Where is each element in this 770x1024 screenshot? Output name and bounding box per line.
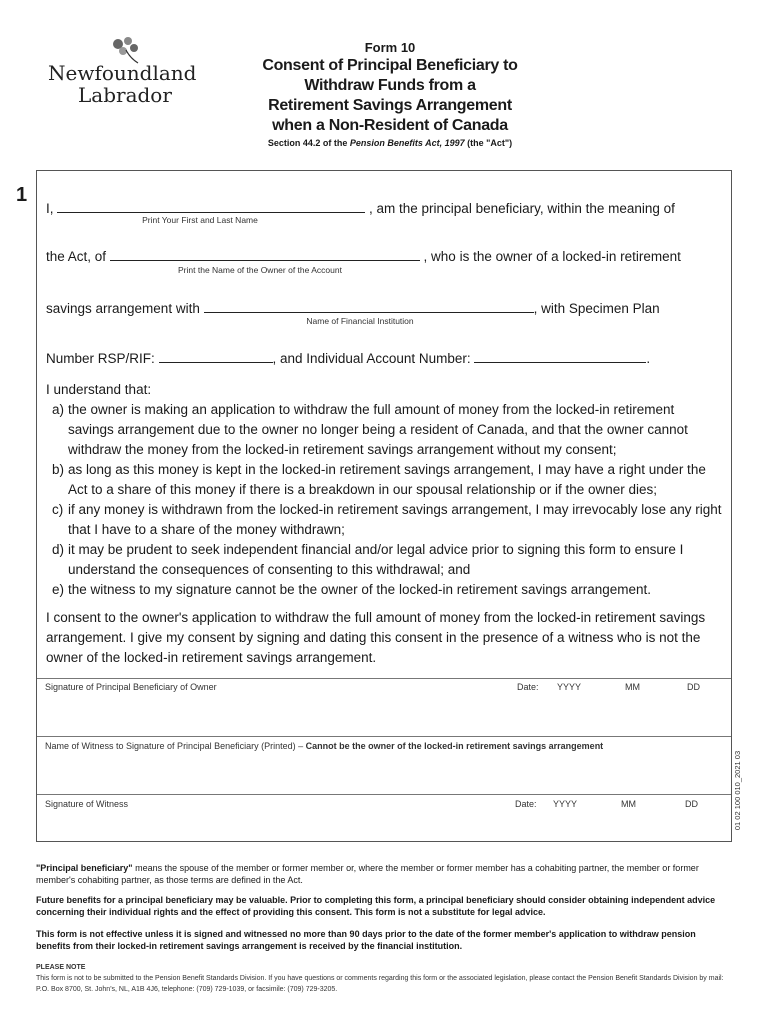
item-label: d) bbox=[52, 542, 65, 557]
owner-name-field[interactable] bbox=[110, 247, 420, 261]
title-line: when a Non-Resident of Canada bbox=[272, 117, 508, 134]
effective-note: This form is not effective unless it is signed and witnessed no more than 90 days prior to the date of the former member's application to withdraw pension benefits from their locked-in retirement savings arrangement is received by the financial institution. bbox=[36, 929, 696, 951]
month-label: MM bbox=[625, 682, 640, 692]
list-item bbox=[46, 540, 722, 580]
year-label: YYYY bbox=[557, 682, 582, 692]
line-text: , who is the owner of a locked-in retirement bbox=[419, 249, 681, 264]
line-text: I, bbox=[46, 201, 58, 216]
date-label: Date: bbox=[517, 682, 539, 692]
please-note-title: PLEASE NOTE bbox=[36, 964, 86, 971]
understanding-intro: I understand that: bbox=[46, 382, 152, 397]
year-label: YYYY bbox=[553, 799, 578, 809]
item-label: e) bbox=[52, 582, 65, 597]
owner-name-row bbox=[46, 247, 681, 264]
consent-statement: I consent to the owner's application to withdraw the full amount of money from the locked-in retirement savings arrangement. I give my consent by signing and dating this consent in the presence of a witness who is not the owner of the locked-in retirement savings arrangement. bbox=[46, 610, 706, 665]
title-line: Consent of Principal Beneficiary to bbox=[262, 57, 518, 74]
understanding-section bbox=[46, 380, 722, 668]
title-line: Withdraw Funds from a bbox=[304, 77, 476, 94]
day-label: DD bbox=[685, 799, 698, 809]
witness-warning: Cannot be the owner of the locked-in retirement savings arrangement bbox=[305, 741, 604, 751]
line-text: , am the principal beneficiary, within the meaning of bbox=[365, 201, 675, 216]
line-text: savings arrangement with bbox=[46, 301, 204, 316]
section-number: 1 bbox=[16, 184, 28, 206]
definition-term: "Principal beneficiary" bbox=[36, 863, 133, 873]
account-number-field[interactable] bbox=[474, 349, 646, 363]
section-suffix: (the "Act") bbox=[464, 138, 513, 148]
form-title bbox=[220, 56, 560, 136]
witness-name-field[interactable] bbox=[37, 736, 731, 794]
witness-name-label bbox=[45, 741, 603, 751]
future-benefits-note: Future benefits for a principal beneficiary may be valuable. Prior to completing this form, a principal beneficiary should consider obtaining independent advice concerning their individual rights and the effect of providing this consent. This form is not a substitute for legal advice. bbox=[36, 895, 716, 917]
act-name: Pension Benefits Act, 1997 bbox=[349, 138, 465, 148]
institution-caption: Name of Financial Institution bbox=[306, 316, 414, 326]
beneficiary-signature-label: Signature of Principal Beneficiary of Owner bbox=[45, 682, 217, 692]
item-label: a) bbox=[52, 402, 65, 417]
item-text: if any money is withdrawn from the locked-in retirement savings arrangement, I may irrevocably lose any right that I have to a share of the money withdrawn; bbox=[68, 502, 722, 537]
witness-signature-field[interactable] bbox=[37, 794, 731, 842]
witness-name-text: Name of Witness to Signature of Principal Beneficiary (Printed) – bbox=[45, 741, 306, 751]
logo-word-labrador: Labrador bbox=[78, 83, 172, 107]
witness-signature-label: Signature of Witness bbox=[45, 799, 129, 809]
pitcher-plant-icon bbox=[108, 36, 148, 64]
line-text: the Act, of bbox=[46, 249, 110, 264]
definition-note bbox=[36, 862, 730, 886]
line-text: Number RSP/RIF: bbox=[46, 351, 159, 366]
please-note-text: This form is not to be submitted to the Pension Benefit Standards Division. If you have questions or comments regarding this form or the associated legislation, please contact the Pension Benefit Standards Division by mail: P.O. Box 8700, St. John's, NL, A1B 4J6, telephone: (709) 729-1039, or facsimile: (709) 729-3205. bbox=[36, 975, 724, 993]
day-label: DD bbox=[687, 682, 700, 692]
account-numbers-row bbox=[46, 349, 650, 366]
month-label: MM bbox=[621, 799, 636, 809]
item-text: the owner is making an application to withdraw the full amount of money from the locked-in retirement savings arrangement due to the owner no longer being a resident of Canada, and that the owner cannot withdraw the money from the locked-in retirement savings arrangement without my consent; bbox=[68, 402, 688, 457]
item-text: it may be prudent to seek independent financial and/or legal advice prior to signing this form to ensure I understand the consequences of consenting to this withdrawal; and bbox=[68, 542, 684, 577]
line-text: . bbox=[646, 351, 651, 366]
beneficiary-name-row bbox=[46, 199, 675, 216]
list-item bbox=[46, 460, 722, 500]
title-line: Retirement Savings Arrangement bbox=[268, 97, 512, 114]
item-label: c) bbox=[52, 502, 64, 517]
item-label: b) bbox=[52, 462, 65, 477]
section-prefix: Section 44.2 of the bbox=[267, 138, 350, 148]
definition-text: means the spouse of the member or former member or, where the member or former member has a cohabiting partner, the member or former member's cohabiting partner, as those terms are defined in the Act. bbox=[36, 863, 699, 885]
form-number: Form 10 bbox=[364, 40, 416, 55]
logo-word-newfoundland: Newfoundland bbox=[48, 61, 197, 85]
plan-number-field[interactable] bbox=[159, 349, 273, 363]
form-code bbox=[734, 748, 748, 838]
item-text: as long as this money is kept in the locked-in retirement savings arrangement, I may have a right under the Act to a share of this money if there is a breakdown in our spousal relationship or if the owner dies; bbox=[68, 462, 706, 497]
beneficiary-name-field[interactable] bbox=[57, 199, 365, 213]
institution-row bbox=[46, 299, 660, 316]
financial-institution-field[interactable] bbox=[204, 299, 534, 313]
date-label: Date: bbox=[515, 799, 537, 809]
item-text: the witness to my signature cannot be the owner of the locked-in retirement savings arrangement. bbox=[68, 582, 652, 597]
list-item bbox=[46, 580, 722, 600]
list-item bbox=[46, 500, 722, 540]
line-text: , and Individual Account Number: bbox=[272, 351, 475, 366]
form-code-text: 01 02 100 010_2021 03 bbox=[733, 750, 743, 831]
owner-name-caption: Print the Name of the Owner of the Account bbox=[178, 265, 342, 275]
beneficiary-name-caption: Print Your First and Last Name bbox=[142, 215, 258, 225]
list-item bbox=[46, 400, 722, 460]
section-reference bbox=[220, 138, 560, 148]
line-text: , with Specimen Plan bbox=[533, 301, 660, 316]
newfoundland-labrador-logo bbox=[40, 36, 210, 116]
beneficiary-signature-field[interactable] bbox=[37, 678, 731, 736]
